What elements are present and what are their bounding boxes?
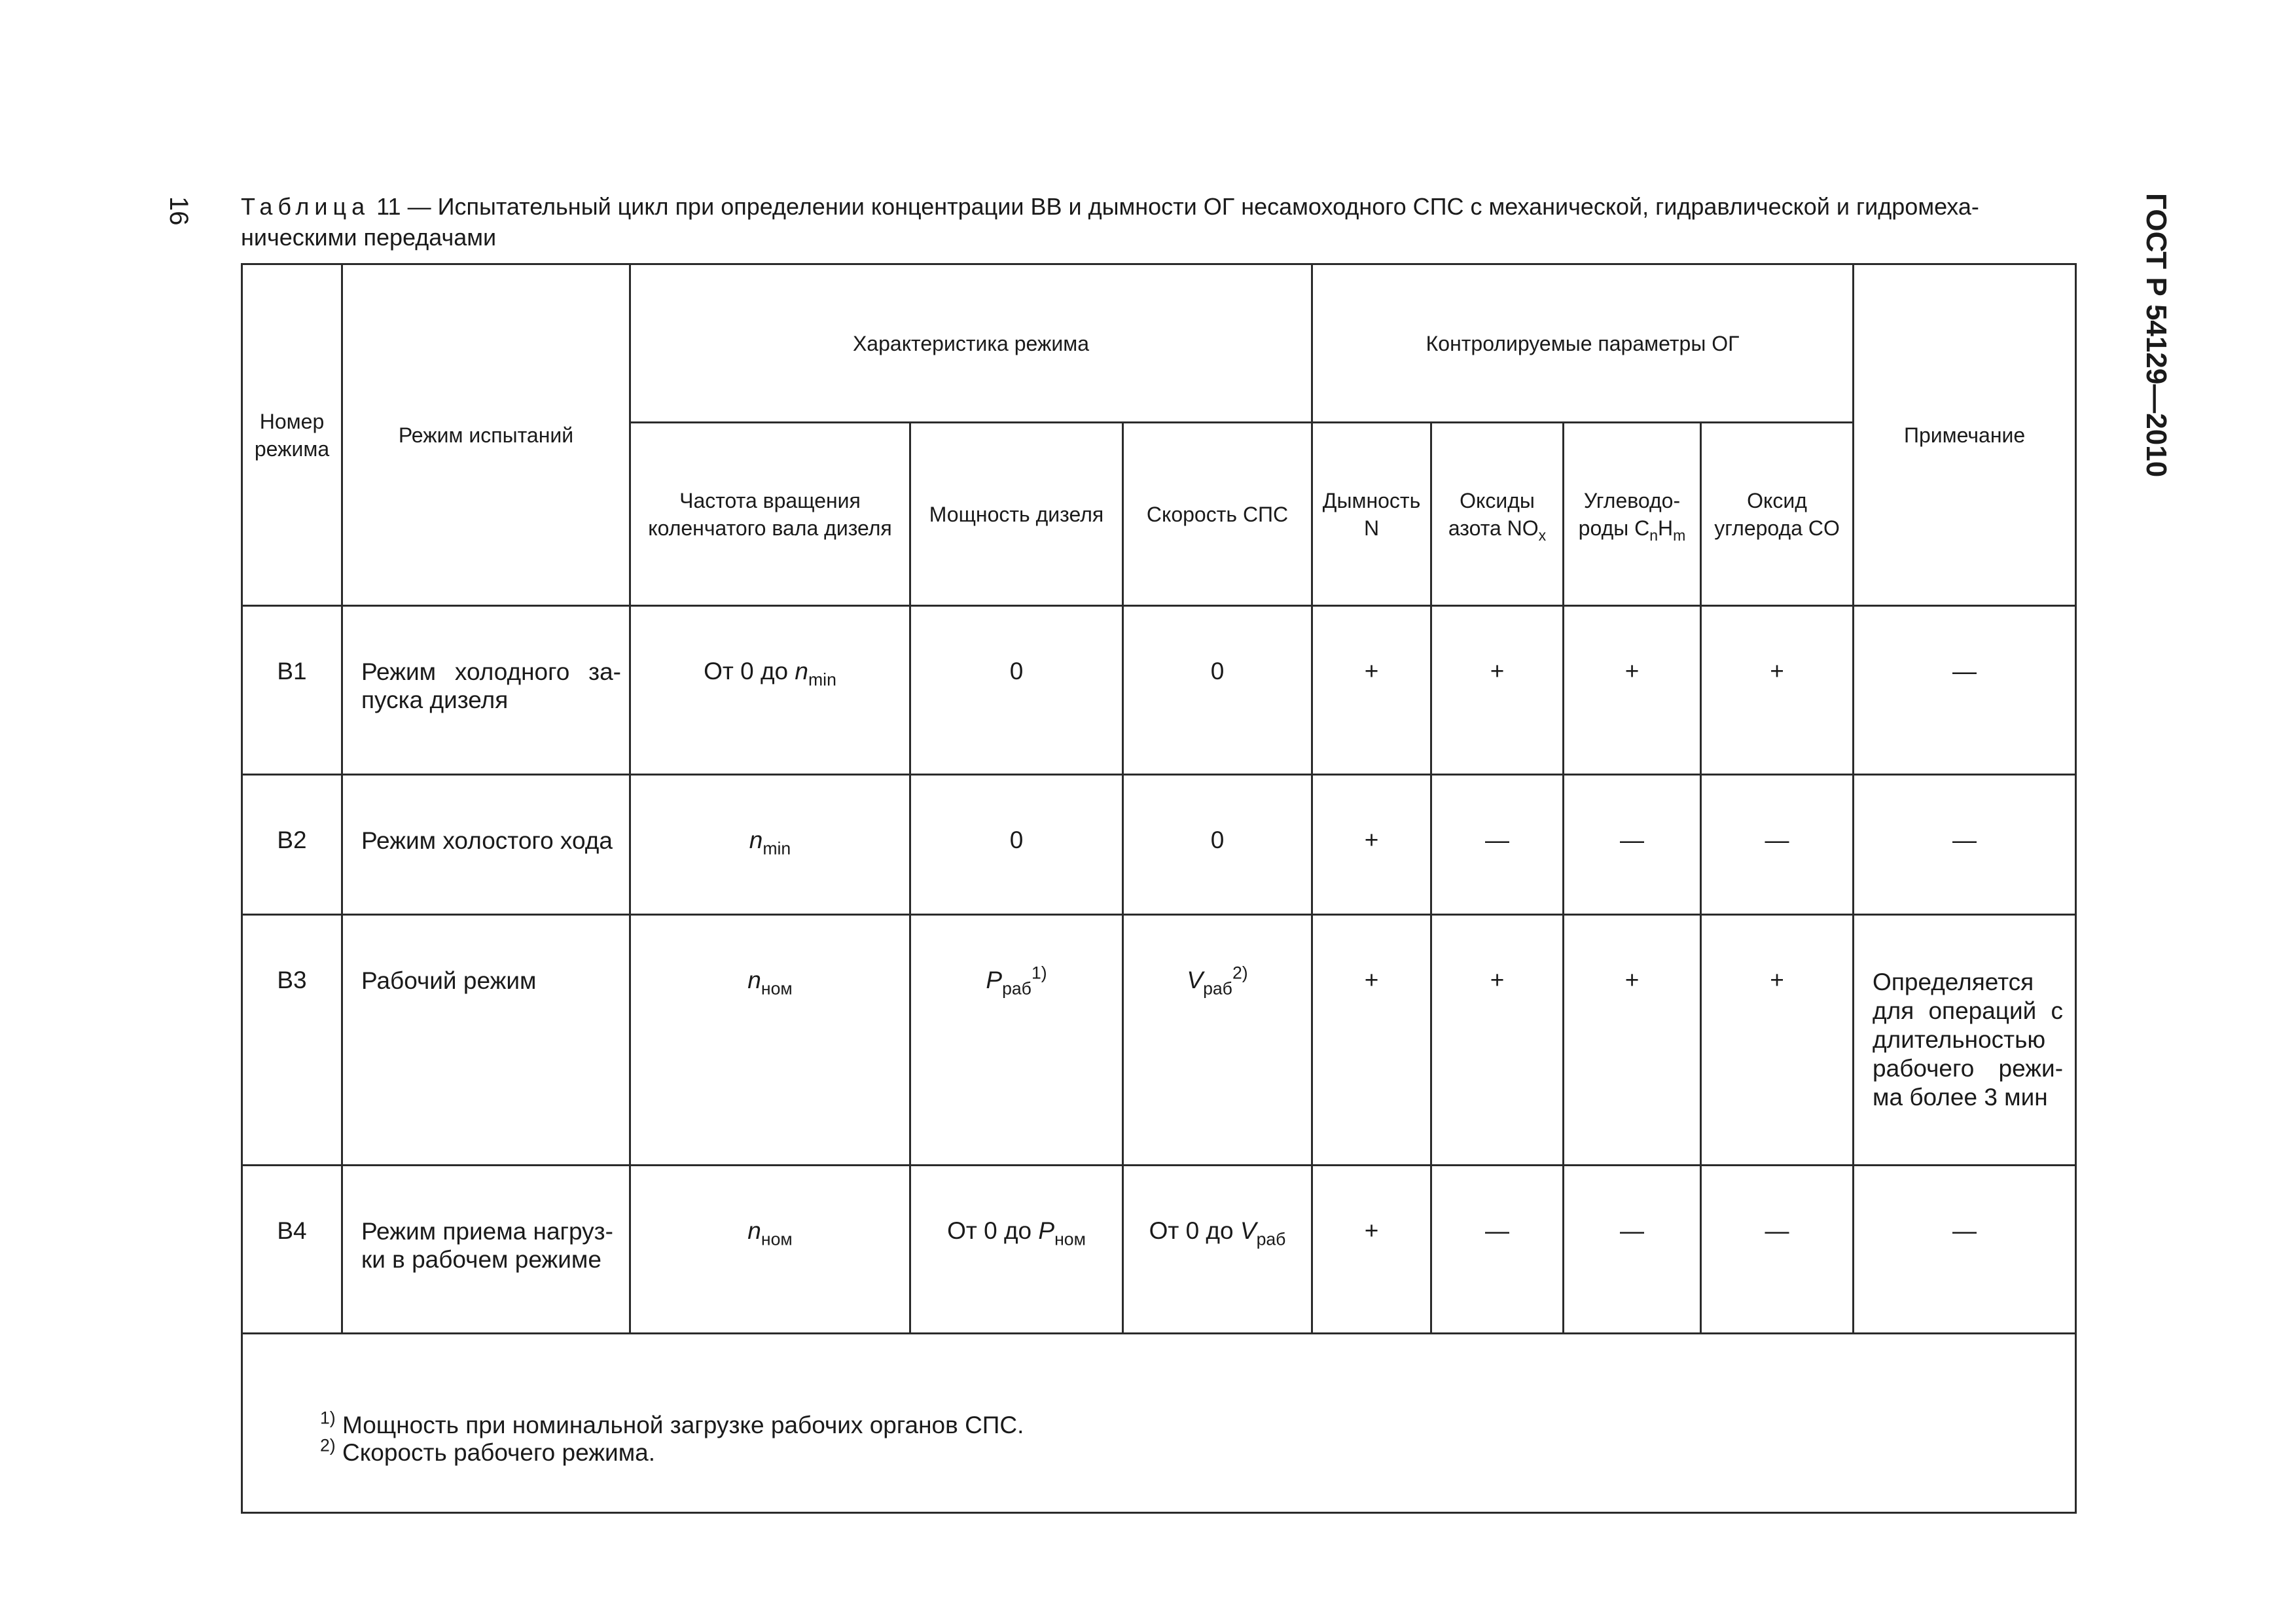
footnote-2-mark: 2) — [320, 1435, 336, 1455]
shaft-speed-prefix: От 0 до — [704, 658, 795, 685]
caption-text-line2: ническими передачами — [241, 224, 497, 251]
speed-symbol: V — [1187, 967, 1204, 993]
header-smoke: Дымность N — [1312, 423, 1431, 606]
row-shaft-speed — [630, 915, 910, 1166]
row-shaft-speed — [630, 775, 910, 915]
shaft-speed-symbol: n — [747, 1217, 761, 1244]
row-note: — — [1854, 775, 2076, 915]
footnote-1-text: Мощность при номинальной загрузке рабочих органов СПС. — [335, 1412, 1024, 1438]
header-test-mode: Режим испытаний — [342, 264, 630, 606]
caption-label: Таблица — [241, 193, 370, 220]
row-co: + — [1701, 606, 1854, 775]
row-note: — — [1854, 606, 2076, 775]
row-hc: — — [1564, 775, 1701, 915]
footnote-1 — [320, 1408, 2075, 1439]
row-co: — — [1701, 1166, 1854, 1334]
speed-prefix: От 0 до — [1149, 1217, 1240, 1244]
header-mode-number: Номер режима — [242, 264, 342, 606]
row-speed: 0 — [1123, 606, 1312, 775]
row-hc: + — [1564, 915, 1701, 1166]
shaft-speed-sub: min — [808, 669, 836, 690]
shaft-speed-symbol: n — [749, 827, 763, 853]
power-footnote-mark: 1) — [1031, 963, 1047, 983]
header-co: Оксид углерода CO — [1701, 423, 1854, 606]
power-symbol: P — [986, 967, 1003, 993]
row-note: Определяется для операций с длительностью рабочего режи-ма более 3 мин — [1854, 915, 2076, 1166]
row-power: 0 — [910, 775, 1123, 915]
row-mode: Режим приема нагруз-ки в рабочем режиме — [342, 1166, 630, 1334]
row-power — [910, 1166, 1123, 1334]
row-note: — — [1854, 1166, 2076, 1334]
header-nox — [1431, 423, 1564, 606]
row-hc: — — [1564, 1166, 1701, 1334]
header-controlled-parameters: Контролируемые параметры ОГ — [1312, 264, 1854, 423]
row-nox: — — [1431, 1166, 1564, 1334]
page-number: 16 — [164, 196, 193, 226]
header-mode-characteristics: Характеристика режима — [630, 264, 1312, 423]
row-nox: + — [1431, 606, 1564, 775]
shaft-speed-sub: ном — [761, 978, 793, 999]
row-mode: Режим холостого хода — [342, 775, 630, 915]
row-id: В3 — [242, 915, 342, 1166]
row-nox: + — [1431, 915, 1564, 1166]
row-speed — [1123, 915, 1312, 1166]
speed-sub: раб — [1203, 978, 1232, 999]
row-speed: 0 — [1123, 775, 1312, 915]
header-vehicle-speed: Скорость СПС — [1123, 423, 1312, 606]
power-sub: раб — [1002, 978, 1031, 999]
power-prefix: От 0 до — [947, 1217, 1039, 1244]
speed-sub: раб — [1256, 1229, 1286, 1249]
row-id: В4 — [242, 1166, 342, 1334]
power-symbol: P — [1038, 1217, 1055, 1244]
power-sub: ном — [1054, 1229, 1086, 1249]
footnotes-row — [242, 1334, 2076, 1513]
shaft-speed-symbol: n — [747, 967, 761, 993]
test-cycle-table — [241, 263, 2077, 1514]
header-diesel-power: Мощность дизеля — [910, 423, 1123, 606]
table-row — [242, 1166, 2076, 1334]
row-shaft-speed — [630, 1166, 910, 1334]
speed-symbol: V — [1240, 1217, 1257, 1244]
shaft-speed-symbol: n — [795, 658, 808, 685]
row-smoke: + — [1312, 606, 1431, 775]
row-mode: Рабочий режим — [342, 915, 630, 1166]
row-id: В1 — [242, 606, 342, 775]
table-row — [242, 775, 2076, 915]
header-nox-sub: x — [1538, 526, 1547, 544]
caption-text-line1: Испытательный цикл при определении концентрации ВВ и дымности ОГ несамоходного СПС с механической, гидравлической и гидромеха- — [437, 193, 1979, 220]
document-code: ГОСТ Р 54129—2010 — [2140, 193, 2172, 478]
row-smoke: + — [1312, 915, 1431, 1166]
header-hc-sub-n: n — [1649, 526, 1659, 544]
row-power — [910, 915, 1123, 1166]
row-speed — [1123, 1166, 1312, 1334]
header-hc-sub-m: m — [1673, 526, 1686, 544]
row-power: 0 — [910, 606, 1123, 775]
row-smoke: + — [1312, 775, 1431, 915]
footnote-2-text: Скорость рабочего режима. — [335, 1439, 655, 1466]
row-co: + — [1701, 915, 1854, 1166]
header-hc-text: Углеводо-роды C — [1578, 488, 1681, 540]
header-hydrocarbons — [1564, 423, 1701, 606]
footnotes — [242, 1334, 2076, 1513]
footnote-2 — [320, 1435, 2075, 1467]
caption-number: 11 — [376, 193, 401, 220]
header-shaft-speed: Частота вращения коленчатого вала дизеля — [630, 423, 910, 606]
header-hc-h: H — [1658, 516, 1674, 540]
row-smoke: + — [1312, 1166, 1431, 1334]
row-mode: Режим холодного за-пуска дизеля — [342, 606, 630, 775]
row-id: В2 — [242, 775, 342, 915]
footnote-1-mark: 1) — [320, 1408, 336, 1428]
table-row — [242, 606, 2076, 775]
shaft-speed-sub: min — [762, 838, 791, 859]
table-caption — [241, 191, 2073, 253]
table-row — [242, 915, 2076, 1166]
speed-footnote-mark: 2) — [1232, 963, 1248, 983]
row-co: — — [1701, 775, 1854, 915]
row-nox: — — [1431, 775, 1564, 915]
row-shaft-speed — [630, 606, 910, 775]
header-nox-text: Оксиды азота NO — [1448, 488, 1539, 540]
row-hc: + — [1564, 606, 1701, 775]
header-row-1 — [242, 264, 2076, 423]
header-note: Примечание — [1854, 264, 2076, 606]
shaft-speed-sub: ном — [761, 1229, 793, 1249]
caption-dash: — — [407, 193, 431, 220]
